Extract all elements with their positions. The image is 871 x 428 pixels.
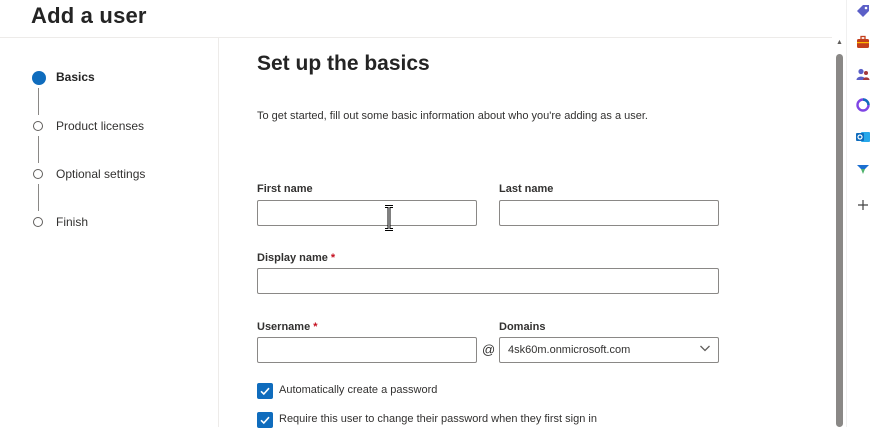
intro-text: To get started, fill out some basic information about who you're adding as a user. [257,110,648,122]
username-label [257,321,317,333]
wing-icon[interactable] [856,162,870,176]
copilot-icon[interactable] [856,98,870,112]
page-title: Add a user [31,3,147,28]
at-sign: @ [482,342,496,357]
auto-password-label: Automatically create a password [279,384,438,396]
checkmark-icon [259,385,271,397]
first-name-input[interactable] [257,200,477,226]
step-current-indicator [32,71,46,85]
step-pending-indicator [33,169,43,179]
step-connector [38,88,39,115]
first-name-label: First name [257,183,313,195]
display-name-label [257,252,335,264]
scroll-up-arrow-icon[interactable]: ▲ [836,39,843,46]
username-input[interactable] [257,337,477,363]
domains-dropdown[interactable] [499,337,719,363]
step-label: Product licenses [56,119,145,133]
step-label: Optional settings [56,167,146,181]
step-label: Finish [56,215,89,229]
people-icon[interactable] [856,67,870,81]
username-label-text: Username [257,321,311,333]
checkmark-icon [259,414,271,426]
text-cursor-icon [383,205,395,231]
required-mark: * [330,252,336,264]
plus-icon[interactable] [856,198,870,212]
step-connector [38,136,39,163]
step-label: Basics [56,70,95,84]
last-name-input[interactable] [499,200,719,226]
section-title: Set up the basics [257,52,430,75]
last-name-label: Last name [499,183,554,195]
briefcase-icon[interactable] [856,35,870,49]
steps-divider [218,38,219,427]
step-pending-indicator [33,121,43,131]
side-rail [846,0,871,427]
domains-selected-value: 4sk60m.onmicrosoft.com [508,344,631,356]
auto-password-checkbox[interactable] [257,383,273,399]
step-connector [38,184,39,211]
require-change-label: Require this user to change their password when they first sign in [279,413,597,425]
header-divider [0,37,832,38]
display-name-label-text: Display name [257,252,328,264]
domains-label: Domains [499,321,546,333]
chevron-down-icon [698,341,712,355]
require-change-checkbox[interactable] [257,412,273,428]
scrollbar-thumb[interactable] [836,54,843,427]
tag-icon[interactable] [856,4,870,18]
display-name-input[interactable] [257,268,719,294]
required-mark: * [313,321,318,333]
outlook-icon[interactable] [856,130,870,144]
step-pending-indicator [33,217,43,227]
